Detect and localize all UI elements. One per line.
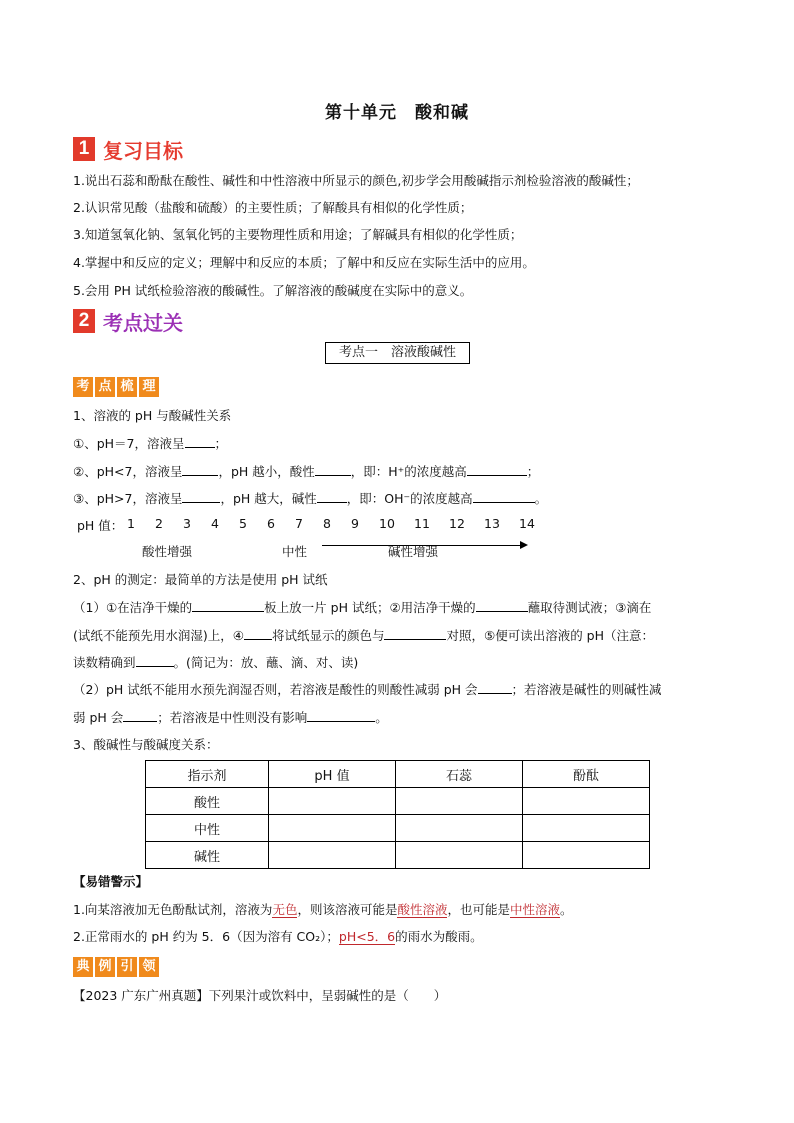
table-cell[interactable] xyxy=(523,815,650,842)
tag-char: 梳 xyxy=(117,377,137,397)
tag-char: 考 xyxy=(73,377,93,397)
tag-char: 理 xyxy=(139,377,159,397)
answer-blank[interactable] xyxy=(182,489,220,503)
table-row xyxy=(146,842,650,869)
section-header-key-points xyxy=(73,308,183,334)
goal-item: 1.说出石蕊和酚酞在酸性、碱性和中性溶液中所显示的颜色,初步学会用酸碱指示剂检验溶液的酸碱性； xyxy=(73,173,639,188)
answer-text: 无色 xyxy=(272,902,298,917)
answer-blank[interactable] xyxy=(473,489,535,503)
ph-value: 11 xyxy=(414,516,430,531)
ph-value: 1 xyxy=(127,516,135,531)
fill-line: 弱 pH 会 ；若溶液是中性则没有影响 。 xyxy=(73,710,388,725)
goal-item: 2.认识常见酸（盐酸和硫酸）的主要性质；了解酸具有相似的化学性质； xyxy=(73,200,473,215)
section-number-badge: 1 xyxy=(73,137,95,161)
answer-blank[interactable] xyxy=(384,626,446,640)
tag-char: 领 xyxy=(139,957,159,977)
paragraph-heading: 1、溶液的 pH 与酸碱性关系 xyxy=(73,408,232,423)
table-header-row xyxy=(146,761,650,788)
section-title: 复习目标 xyxy=(103,138,183,163)
warning-item: 1.向某溶液加无色酚酞试剂，溶液为无色，则该溶液可能是酸性溶液，也可能是中性溶液。 xyxy=(73,902,573,917)
goal-item: 3.知道氢氧化钠、氢氧化钙的主要物理性质和用途；了解碱具有相似的化学性质； xyxy=(73,227,523,242)
paragraph-heading: 3、酸碱性与酸碱度关系： xyxy=(73,737,219,752)
ph-value: 8 xyxy=(323,516,331,531)
tag-dianli-yinling xyxy=(73,957,161,977)
ph-scale-label: pH 值： xyxy=(77,518,124,533)
page-title: 第十单元 酸和碱 xyxy=(325,103,469,123)
answer-text: 酸性溶液 xyxy=(397,902,448,917)
fill-line: ③、pH>7，溶液呈 ，pH 越大，碱性 ，即：OH⁻的浓度越高 。 xyxy=(73,491,548,506)
answer-blank[interactable] xyxy=(192,598,264,612)
answer-blank[interactable] xyxy=(185,434,215,448)
answer-text: pH<5．6 xyxy=(338,929,396,944)
section-header-review-goals xyxy=(73,136,183,162)
indicator-table xyxy=(145,760,650,869)
row-label: 中性 xyxy=(146,815,269,842)
fill-line: （1）①在洁净干燥的 板上放一片 pH 试纸；②用洁净干燥的 蘸取待测试液；③滴在 xyxy=(73,600,652,615)
table-cell[interactable] xyxy=(396,815,523,842)
ph-value: 2 xyxy=(155,516,163,531)
table-cell[interactable] xyxy=(396,788,523,815)
ph-value: 9 xyxy=(351,516,359,531)
table-header: pH 值 xyxy=(269,761,396,788)
label-base-increase: 碱性增强 xyxy=(388,544,439,559)
section-title: 考点过关 xyxy=(103,310,183,335)
label-neutral: 中性 xyxy=(282,544,308,559)
fill-line: ①、pH＝7，溶液呈 ； xyxy=(73,436,228,451)
table-cell[interactable] xyxy=(269,815,396,842)
section-number-badge: 2 xyxy=(73,309,95,333)
answer-blank[interactable] xyxy=(307,708,375,722)
paragraph-heading: 2、pH 的测定：最简单的方法是使用 pH 试纸 xyxy=(73,572,328,587)
ph-value: 6 xyxy=(267,516,275,531)
ph-value: 4 xyxy=(211,516,219,531)
answer-blank[interactable] xyxy=(182,462,218,476)
answer-blank[interactable] xyxy=(136,653,174,667)
goal-item: 5.会用 PH 试纸检验溶液的酸碱性。了解溶液的酸碱度在实际中的意义。 xyxy=(73,283,473,298)
ph-value: 3 xyxy=(183,516,191,531)
answer-blank[interactable] xyxy=(244,626,272,640)
answer-blank[interactable] xyxy=(476,598,528,612)
label-acid-increase: 酸性增强 xyxy=(142,544,193,559)
tag-char: 典 xyxy=(73,957,93,977)
table-cell[interactable] xyxy=(523,788,650,815)
fill-line: ②、pH<7，溶液呈 ，pH 越小，酸性 ，即：H⁺的浓度越高 ； xyxy=(73,464,540,479)
table-cell[interactable] xyxy=(269,842,396,869)
tag-kaodian-shuli xyxy=(73,377,161,397)
fill-line: (试纸不能预先用水润湿)上，④ 将试纸显示的颜色与 对照，⑤便可读出溶液的 pH（注意： xyxy=(73,628,654,643)
table-cell[interactable] xyxy=(523,842,650,869)
ph-value: 5 xyxy=(239,516,247,531)
row-label: 酸性 xyxy=(146,788,269,815)
answer-blank[interactable] xyxy=(315,462,351,476)
tag-char: 点 xyxy=(95,377,115,397)
goal-item: 4.掌握中和反应的定义；理解中和反应的本质；了解中和反应在实际生活中的应用。 xyxy=(73,255,535,270)
fill-line: （2）pH 试纸不能用水预先润湿否则，若溶液是酸性的则酸性减弱 pH 会 ；若溶液是碱性的则碱性减 xyxy=(73,682,662,697)
answer-text: 中性溶液 xyxy=(510,902,561,917)
answer-blank[interactable] xyxy=(123,708,157,722)
ph-value: 7 xyxy=(295,516,303,531)
row-label: 碱性 xyxy=(146,842,269,869)
ph-value: 14 xyxy=(519,516,535,531)
answer-blank[interactable] xyxy=(478,680,512,694)
fill-line: 读数精确到 。(简记为：放、蘸、滴、对、读) xyxy=(73,655,359,670)
table-cell[interactable] xyxy=(269,788,396,815)
kaodian-title: 考点一 溶液酸碱性 xyxy=(325,342,470,364)
table-cell[interactable] xyxy=(396,842,523,869)
warning-title: 【易错警示】 xyxy=(73,874,149,889)
example-question: 【2023 广东广州真题】下列果汁或饮料中，呈弱碱性的是（ ） xyxy=(73,988,447,1003)
tag-char: 例 xyxy=(95,957,115,977)
table-header: 石蕊 xyxy=(396,761,523,788)
ph-value: 13 xyxy=(484,516,500,531)
ph-value: 12 xyxy=(449,516,465,531)
table-row xyxy=(146,815,650,842)
tag-char: 引 xyxy=(117,957,137,977)
table-header: 指示剂 xyxy=(146,761,269,788)
warning-item: 2.正常雨水的 pH 约为 5．6（因为溶有 CO₂）；pH<5．6的雨水为酸雨。 xyxy=(73,929,483,944)
answer-blank[interactable] xyxy=(467,462,527,476)
table-header: 酚酞 xyxy=(523,761,650,788)
answer-blank[interactable] xyxy=(317,489,347,503)
arrow-right-icon xyxy=(520,541,528,549)
table-row xyxy=(146,788,650,815)
ph-value: 10 xyxy=(379,516,395,531)
